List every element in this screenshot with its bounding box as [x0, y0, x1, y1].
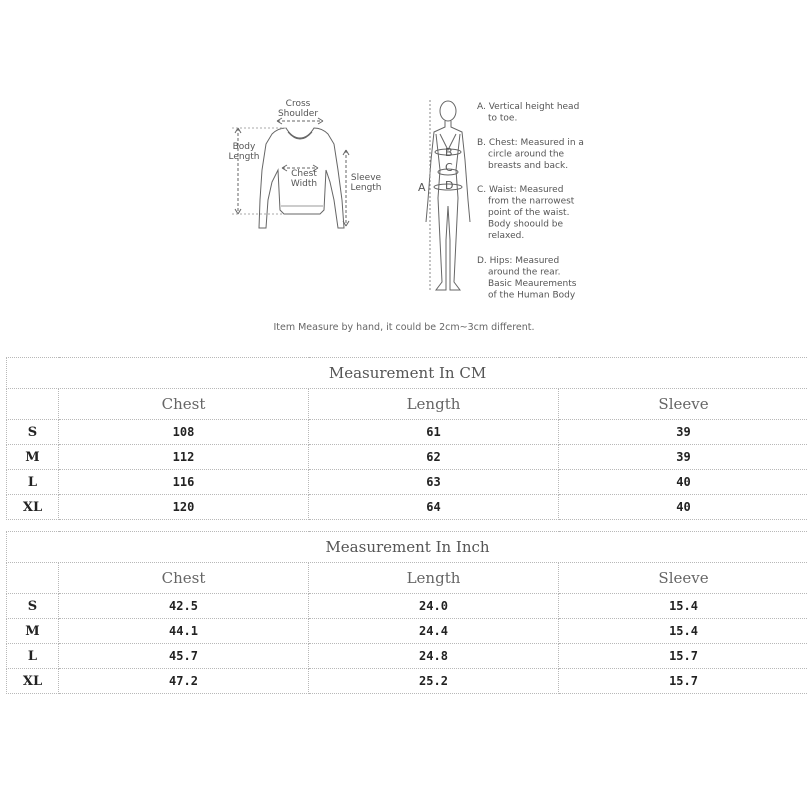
table-header-row	[7, 389, 808, 420]
table-row	[7, 619, 808, 644]
note-a: A. Vertical height head to toe.	[477, 102, 580, 124]
size-label: XL	[7, 495, 59, 520]
sleeve-value: 15.4	[559, 619, 808, 644]
sleeve-value: 39	[559, 445, 808, 470]
size-label: L	[7, 644, 59, 669]
header-chest: Chest	[59, 563, 309, 594]
note-c: C. Waist: Measured from the narrowest point of the waist. Body shoould be relaxed.	[477, 185, 575, 241]
sleeve-value: 40	[559, 470, 808, 495]
note-d: D. Hips: Measured around the rear. Basic Meaurements of the Human Body	[477, 256, 577, 301]
length-value: 63	[309, 470, 559, 495]
chest-value: 116	[59, 470, 309, 495]
table-row	[7, 470, 808, 495]
chest-value: 45.7	[59, 644, 309, 669]
table-row	[7, 594, 808, 619]
size-label: M	[7, 445, 59, 470]
size-label: S	[7, 420, 59, 445]
marker-c: C	[445, 161, 453, 174]
header-length: Length	[309, 389, 559, 420]
table-row	[7, 420, 808, 445]
sleeve-length-label: Sleeve Length	[350, 173, 382, 193]
inch-size-table	[6, 531, 808, 694]
chest-value: 112	[59, 445, 309, 470]
header-sleeve: Sleeve	[559, 389, 808, 420]
length-value: 64	[309, 495, 559, 520]
cm-size-table	[6, 357, 808, 520]
table-row	[7, 669, 808, 694]
chest-width-label: Chest Width	[290, 169, 318, 189]
body-measurement-notes	[477, 102, 587, 301]
table-title: Measurement In CM	[7, 358, 808, 389]
table-header-row	[7, 563, 808, 594]
length-value: 24.8	[309, 644, 559, 669]
table-row	[7, 445, 808, 470]
chest-value: 47.2	[59, 669, 309, 694]
size-label: XL	[7, 669, 59, 694]
measurement-diagram	[0, 0, 808, 345]
header-cell	[7, 389, 59, 420]
sleeve-value: 15.7	[559, 669, 808, 694]
size-label: M	[7, 619, 59, 644]
table-row	[7, 644, 808, 669]
table-row	[7, 495, 808, 520]
length-value: 25.2	[309, 669, 559, 694]
body-length-label: Body Length	[228, 142, 260, 162]
header-chest: Chest	[59, 389, 309, 420]
length-value: 24.4	[309, 619, 559, 644]
header-cell	[7, 563, 59, 594]
sleeve-value: 15.4	[559, 594, 808, 619]
cross-shoulder-label: Cross Shoulder	[277, 99, 319, 119]
length-value: 24.0	[309, 594, 559, 619]
sleeve-value: 39	[559, 420, 808, 445]
size-label: L	[7, 470, 59, 495]
chest-value: 44.1	[59, 619, 309, 644]
marker-b: B	[445, 146, 453, 159]
marker-d: D	[445, 179, 454, 192]
header-sleeve: Sleeve	[559, 563, 808, 594]
marker-a: A	[418, 181, 426, 194]
table-title: Measurement In Inch	[7, 532, 808, 563]
length-value: 62	[309, 445, 559, 470]
header-length: Length	[309, 563, 559, 594]
chest-value: 42.5	[59, 594, 309, 619]
sleeve-value: 40	[559, 495, 808, 520]
sleeve-value: 15.7	[559, 644, 808, 669]
measure-disclaimer: Item Measure by hand, it could be 2cm~3cm different.	[273, 322, 535, 333]
human-figure	[426, 100, 470, 290]
size-label: S	[7, 594, 59, 619]
chest-value: 108	[59, 420, 309, 445]
note-b: B. Chest: Measured in a circle around the breasts and back.	[477, 138, 584, 171]
chest-value: 120	[59, 495, 309, 520]
length-value: 61	[309, 420, 559, 445]
